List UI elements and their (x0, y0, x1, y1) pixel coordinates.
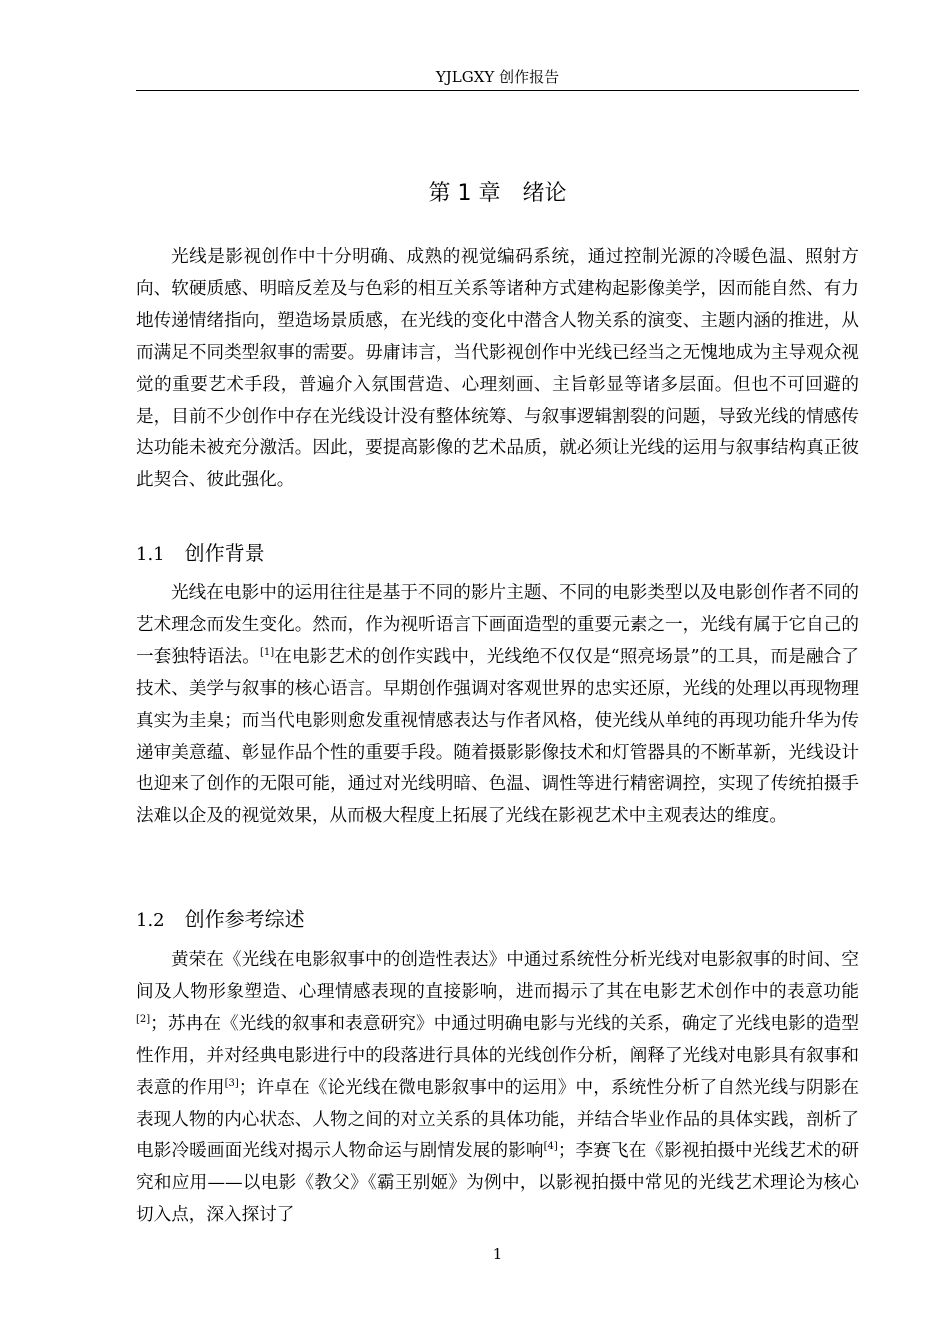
running-header: YJLGXY 创作报告 (435, 68, 560, 86)
chapter-number: 第 1 章 (428, 181, 501, 206)
section-number: 1.2 (136, 910, 165, 931)
section-number: 1.1 (136, 544, 165, 565)
paragraph-text: 光线在电影中的运用往往是基于不同的影片主题、不同的电影类型以及电影创作者不同的艺术理念而发生变化。然而，作为视听语言下画面造型的重要元素之一，光线有属于它自己的一套独特语法。 (136, 583, 859, 667)
citation-ref: [3] (224, 1077, 239, 1089)
paragraph-text: ；李赛飞在《影视拍摄中光线艺术的研究和应用——以电影《教父》《霸王别姬》为例中，以影视拍摄中常见的光线艺术理论为核心切入点，深入探讨了 (136, 1141, 859, 1226)
section-1-1-heading (136, 538, 859, 570)
chapter-name: 绪论 (522, 181, 567, 206)
background-paragraph (136, 578, 859, 833)
chapter-title (136, 176, 859, 212)
paragraph-text: 黄荣在《光线在电影叙事中的创造性表达》中通过系统性分析光线对电影叙事的时间、空间及人物形象塑造、心理情感表现的直接影响，进而揭示了其在电影艺术创作中的表意功能 (136, 950, 859, 1002)
header-rule (136, 90, 859, 91)
citation-ref: [2] (136, 1013, 151, 1025)
section-1-2-heading (136, 904, 859, 936)
review-paragraph (136, 945, 859, 1232)
paragraph-text: ；苏冉在《光线的叙事和表意研究》中通过明确电影与光线的关系，确定了光线电影的造型性作用，并对经典电影进行中的段落进行具体的光线创作分析，阐释了光线对电影具有叙事和表意的作用 (136, 1013, 859, 1098)
citation-ref: [1] (259, 646, 275, 658)
intro-paragraph: 光线是影视创作中十分明确、成熟的视觉编码系统，通过控制光源的冷暖色温、照射方向、软硬质感、明暗反差及与色彩的相互关系等诸种方式建构起影像美学，因而能自然、有力地传递情绪指向，塑造场景质感，在光线的变化中潜含人物关系的演变、主题内涵的推进，从而满足不同类型叙事的需要。毋庸讳言，当代影视创作中光线已经当之无愧地成为主导观众视觉的重要艺术手段，普遍介入氛围营造、心理刻画、主旨彰显等诸多层面。但也不可回避的是，目前不少创作中存在光线设计没有整体统筹、与叙事逻辑割裂的问题，导致光线的情感传达功能未被充分激活。因此，要提高影像的艺术品质，就必须让光线的运用与叙事结构真正彼此契合、彼此强化。 (136, 247, 859, 491)
page-number: 1 (492, 1245, 503, 1263)
paragraph-text: ；许卓在《论光线在微电影叙事中的运用》中，系统性分析了自然光线与阴影在表现人物的内心状态、人物之间的对立关系的具体功能，并结合毕业作品的具体实践，剖析了电影冷暖画面光线对揭示人物命运与剧情发展的影响 (136, 1077, 859, 1162)
paragraph-text: 在电影艺术的创作实践中，光线绝不仅仅是“照亮场景”的工具，而是融合了技术、美学与叙事的核心语言。早期创作强调对客观世界的忠实还原，光线的处理以再现物理真实为圭臬；而当代电影则愈发重视情感表达与作者风格，使光线从单纯的再现功能升华为传递审美意蕴、彰显作品个性的重要手段。随着摄影影像技术和灯管器具的不断革新，光线设计也迎来了创作的无限可能，通过对光线明暗、色温、调性等进行精密调控，实现了传统拍摄手法难以企及的视觉效果，从而极大程度上拓展了光线在影视艺术中主观表达的维度。 (136, 646, 859, 827)
section-title: 创作参考综述 (184, 907, 305, 931)
citation-ref: [4] (543, 1141, 558, 1153)
section-title: 创作背景 (184, 541, 265, 565)
